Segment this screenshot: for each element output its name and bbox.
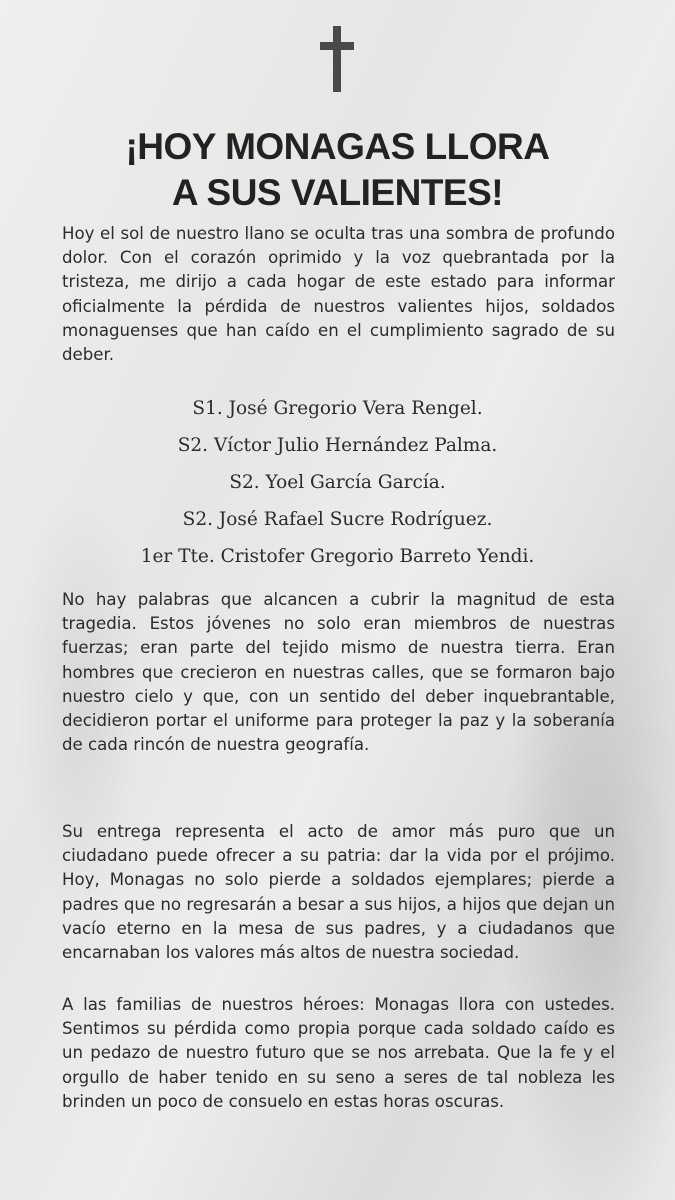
families-paragraph: A las familias de nuestros héroes: Monagas llora con ustedes. Sentimos su pérdida como propia porque cada soldado caído es un pedazo de nuestro futuro que se nos arrebata. Que la fe y el orgullo de haber tenido en su seno a seres de tal nobleza les brinden un poco de consuelo en estas horas oscuras.	[62, 995, 615, 1111]
soldier-name: S1. José Gregorio Vera Rengel.	[192, 398, 483, 419]
intro-paragraph: Hoy el sol de nuestro llano se oculta tras una sombra de profundo dolor. Con el corazón oprimido y la voz quebrantada por la tristeza, me dirijo a cada hogar de este estado para informar oficialmente la pérdida de nuestros valientes hijos, soldados monaguenses que han caído en el cumplimiento sagrado de su deber.	[62, 224, 615, 365]
cross-icon	[320, 26, 354, 92]
sacrifice-paragraph: Su entrega representa el acto de amor más puro que un ciudadano puede ofrecer a su patria: dar la vida por el prójimo. Hoy, Monagas no solo pierde a soldados ejemplares; pierde a padres que no regresarán a besar a sus hijos, a hijos que dejan un vacío eterno en la mesa de sus padres, y a ciudadanos que encarnaban los valores más altos de nuestra sociedad.	[62, 822, 615, 963]
soldier-name: 1er Tte. Cristofer Gregorio Barreto Yendi.	[140, 546, 535, 567]
tragedy-paragraph: No hay palabras que alcancen a cubrir la magnitud de esta tragedia. Estos jóvenes no solo eran miembros de nuestras fuerzas; eran parte del tejido mismo de nuestra tierra. Eran hombres que crecieron en nuestras calles, que se formaron bajo nuestro cielo y que, con un sentido del deber inquebrantable, decidieron portar el uniforme para proteger la paz y la soberanía de cada rincón de nuestra geografía.	[62, 590, 615, 755]
fallen-soldiers-list	[0, 390, 675, 575]
page-title	[0, 124, 675, 216]
title-line-1: ¡HOY MONAGAS LLORA	[125, 126, 550, 167]
soldier-name: S2. Víctor Julio Hernández Palma.	[177, 435, 498, 456]
soldier-name: S2. Yoel García García.	[229, 472, 446, 493]
soldier-name: S2. José Rafael Sucre Rodríguez.	[182, 509, 493, 530]
title-line-2: A SUS VALIENTES!	[171, 172, 504, 213]
